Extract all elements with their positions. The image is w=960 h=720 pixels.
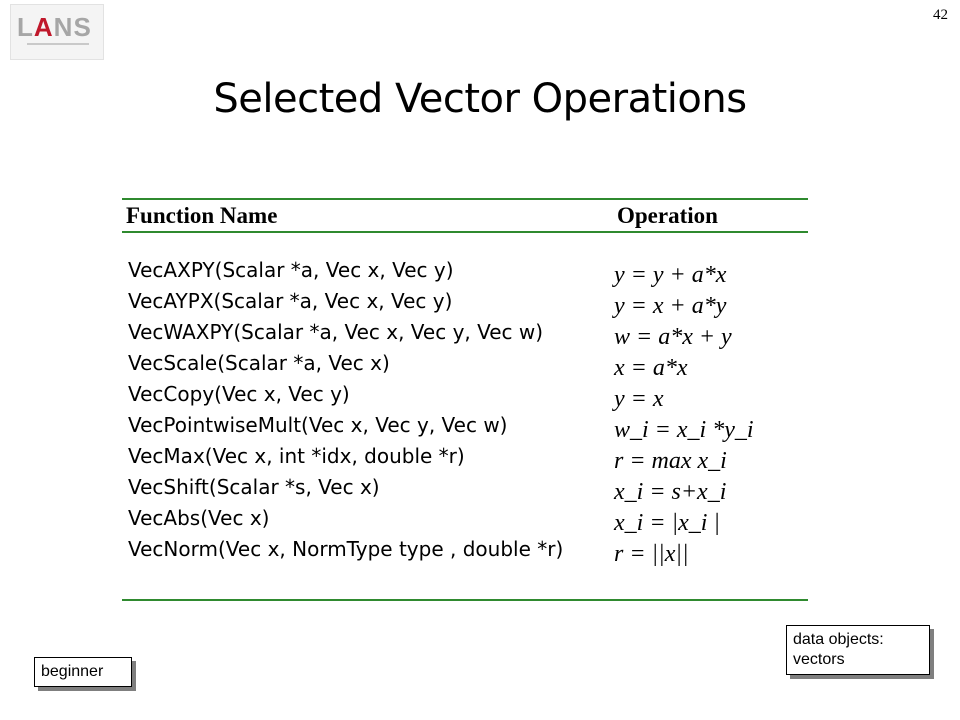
table-row <box>122 535 808 566</box>
operation-formula: w = a*x + y <box>614 324 732 350</box>
table-row <box>122 380 808 411</box>
topic-tag <box>786 625 930 675</box>
table-row <box>122 411 808 442</box>
function-name: VecWAXPY(Scalar *a, Vec x, Vec y, Vec w) <box>128 320 544 344</box>
slide-title: Selected Vector Operations <box>213 76 747 122</box>
topic-tag-line1: data objects: <box>793 631 884 648</box>
table-header-rule <box>122 231 808 233</box>
function-name: VecNorm(Vec x, NormType type , double *r) <box>128 537 564 561</box>
header-operation: Operation <box>617 203 718 228</box>
level-tag <box>34 657 132 687</box>
function-name: VecPointwiseMult(Vec x, Vec y, Vec w) <box>128 413 508 437</box>
function-name: VecScale(Scalar *a, Vec x) <box>128 351 390 375</box>
table-row <box>122 442 808 473</box>
table-row <box>122 349 808 380</box>
table-row <box>122 287 808 318</box>
page-number: 42 <box>933 7 948 23</box>
table-bottom-rule <box>122 599 808 601</box>
function-name: VecAYPX(Scalar *a, Vec x, Vec y) <box>128 289 453 313</box>
operation-formula: w_i = x_i *y_i <box>614 417 754 443</box>
table-row <box>122 504 808 535</box>
operation-formula: x = a*x <box>614 355 688 381</box>
table-body <box>122 256 808 566</box>
operations-table <box>122 198 808 602</box>
table-top-rule <box>122 198 808 200</box>
logo-subline <box>27 43 89 45</box>
operation-formula: x_i = s+x_i <box>614 479 727 505</box>
function-name: VecShift(Scalar *s, Vec x) <box>128 475 380 499</box>
operation-formula: r = ||x|| <box>614 541 689 567</box>
table-row <box>122 318 808 349</box>
level-tag-label: beginner <box>41 663 104 680</box>
lans-logo <box>10 4 104 60</box>
operation-formula: y = x <box>614 386 664 412</box>
logo-wordmark: LANS <box>17 12 92 42</box>
header-function-name: Function Name <box>126 203 278 228</box>
operation-formula: y = y + a*x <box>614 262 727 288</box>
operation-formula: x_i = |x_i | <box>614 510 721 536</box>
topic-tag-line2: vectors <box>793 651 845 668</box>
function-name: VecMax(Vec x, int *idx, double *r) <box>128 444 465 468</box>
operation-formula: y = x + a*y <box>614 293 727 319</box>
operation-formula: r = max x_i <box>614 448 727 474</box>
function-name: VecAbs(Vec x) <box>128 506 270 530</box>
table-row <box>122 256 808 287</box>
table-row <box>122 473 808 504</box>
function-name: VecCopy(Vec x, Vec y) <box>128 382 350 406</box>
function-name: VecAXPY(Scalar *a, Vec x, Vec y) <box>128 258 454 282</box>
